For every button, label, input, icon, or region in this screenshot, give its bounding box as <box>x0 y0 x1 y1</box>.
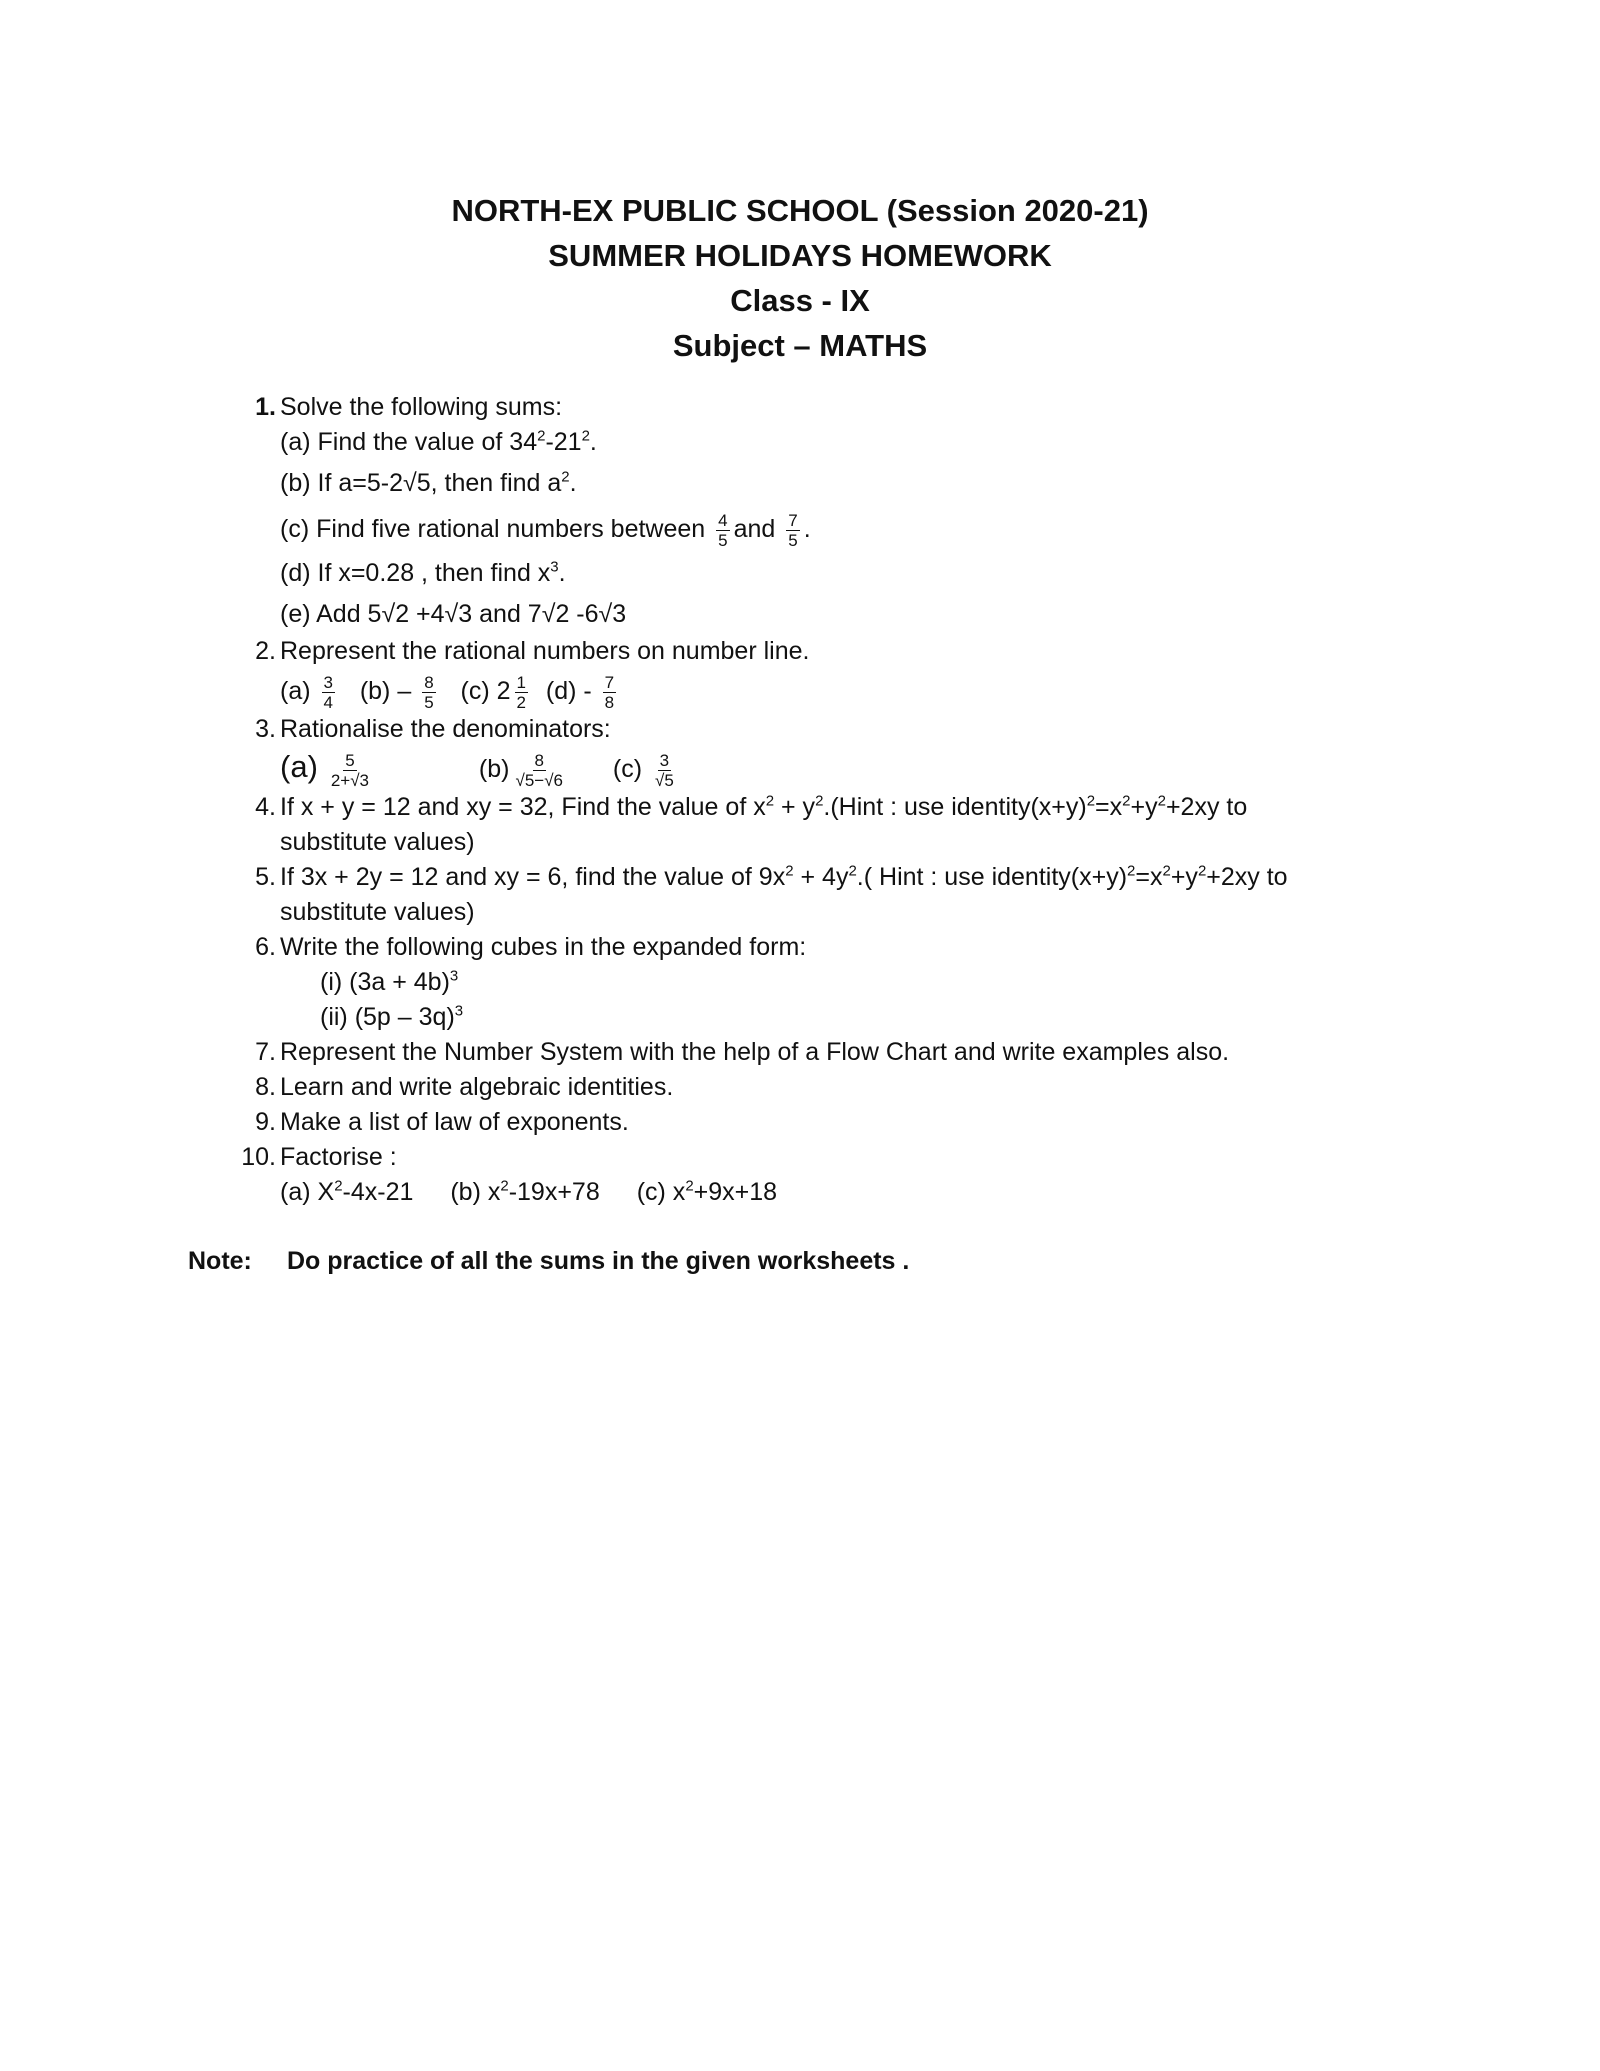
subject-label: Subject – MATHS <box>672 328 928 363</box>
question-text: +y <box>1130 792 1158 821</box>
question-number: 4. <box>255 792 276 821</box>
fraction: $\frac{5}{2+√3}$ <box>330 750 370 790</box>
question-text: .( Hint : use identity(x+y) <box>856 862 1128 891</box>
question-text: +2xy to <box>1206 862 1288 891</box>
question-text: Learn and write algebraic identities. <box>280 1072 674 1101</box>
document-header <box>0 188 1600 368</box>
exponent: 2 <box>1086 792 1096 810</box>
q6-part-i <box>190 965 1520 1000</box>
question-text: Rationalise the denominators: <box>280 715 611 743</box>
part-text: (c) Find five rational numbers between <box>280 515 706 544</box>
exponent: 2 <box>1162 862 1171 880</box>
question-number: 7. <box>255 1037 276 1066</box>
question-text: =x <box>1135 862 1163 891</box>
part-text: -4x-21 <box>342 1177 414 1206</box>
exponent: 2 <box>537 427 546 445</box>
question-7 <box>190 1035 1520 1070</box>
part-text: (a) Find the value of 34 <box>280 428 538 456</box>
exponent: 2 <box>848 862 857 880</box>
exponent: 3 <box>550 558 559 576</box>
question-4 <box>190 790 1520 860</box>
part-text: -21 <box>545 428 582 456</box>
q1-part-e <box>190 597 1520 632</box>
question-text: Factorise : <box>280 1142 397 1171</box>
part-label: (b) <box>478 755 510 783</box>
question-text: If x + y = 12 and xy = 32, Find the value of x <box>280 792 766 821</box>
radical: √ 2 <box>381 600 409 628</box>
exponent: 2 <box>334 1177 343 1195</box>
question-text: Represent the Number System with the help of a Flow Chart and write examples also. <box>280 1037 1230 1066</box>
part-text: (i) (3a + 4b) <box>320 967 450 996</box>
fraction: $\frac{7}{5}$ <box>788 511 798 550</box>
exponent: 3 <box>449 967 459 985</box>
homework-title: SUMMER HOLIDAYS HOMEWORK <box>548 238 1052 273</box>
question-2 <box>190 634 1520 669</box>
exponent: 2 <box>581 427 590 445</box>
fraction: $\frac{7}{8}$ <box>604 673 615 712</box>
question-8 <box>190 1070 1520 1105</box>
part-text: (ii) (5p – 3q) <box>320 1002 455 1031</box>
question-5 <box>190 860 1520 930</box>
fraction: $\frac{3}{√5}$ <box>655 750 674 790</box>
part-text: (d) If x=0.28 , then find x <box>280 559 551 587</box>
q1-part-c: (c) Find five rational numbers between $\frac{4}{5}$ and $\frac{7}{5}$ . <box>280 511 811 550</box>
q3-parts <box>190 749 1520 790</box>
question-text: + 4y <box>793 862 849 891</box>
exponent: 2 <box>765 792 775 810</box>
radical: √ 2 <box>542 600 570 628</box>
part-label: (d) - <box>545 677 592 706</box>
q1-part-a: (a) Find the value of $34^2-21^2$. <box>280 427 597 456</box>
question-text: If 3x + 2y = 12 and xy = 6, find the value of 9x <box>280 862 786 891</box>
exponent: 3 <box>454 1002 464 1020</box>
question-10 <box>190 1140 1520 1175</box>
question-number: 9. <box>255 1107 276 1136</box>
part-text: and <box>733 515 776 544</box>
question-text: substitute values) <box>280 827 475 856</box>
part-text: and 7 <box>472 600 542 628</box>
question-text: + y <box>774 792 816 821</box>
radical: √ 3 <box>599 600 627 628</box>
part-label: (c) <box>612 755 643 783</box>
exponent: 2 <box>815 792 824 810</box>
class-label: Class - IX <box>730 283 870 318</box>
part-text: (c) x <box>636 1177 686 1206</box>
question-text: +y <box>1170 862 1198 891</box>
exponent: 2 <box>685 1177 694 1195</box>
question-text: .(Hint : use identity(x+y) <box>823 792 1087 821</box>
part-label: (c) 2 <box>460 677 511 706</box>
question-number: 3. <box>255 715 276 743</box>
q1-part-d: (d) If x=0.28 , then find $x^3$. <box>280 558 566 587</box>
q2-parts <box>190 673 1520 712</box>
part-label: (a) <box>280 749 318 784</box>
exponent: 2 <box>785 862 794 880</box>
fraction: $\frac{1}{2}$ <box>516 673 526 712</box>
radical: √ 5 <box>403 469 431 497</box>
exponent: 2 <box>561 468 570 486</box>
fraction: $\frac{8}{5}$ <box>424 673 434 712</box>
question-number: 10. <box>241 1142 276 1171</box>
question-9 <box>190 1105 1520 1140</box>
question-1 <box>190 390 1520 425</box>
part-text: (a) X <box>280 1177 335 1206</box>
fraction: $\frac{3}{4}$ <box>323 673 333 712</box>
question-text: +2xy to <box>1165 792 1248 821</box>
part-text: (b) x <box>450 1177 501 1206</box>
part-label: (b) – <box>359 677 412 706</box>
part-text: , then find a <box>430 469 562 497</box>
question-number: 1. <box>255 393 276 421</box>
exponent: 2 <box>1157 792 1166 810</box>
part-text: -19x+78 <box>508 1177 600 1206</box>
note-text: Do practice of all the sums in the given worksheets . <box>286 1247 910 1275</box>
school-name: NORTH-EX PUBLIC SCHOOL (Session 2020-21) <box>451 193 1149 228</box>
question-number: 8. <box>255 1072 276 1101</box>
part-text: +9x+18 <box>693 1177 778 1206</box>
question-text: Make a list of law of exponents. <box>280 1107 629 1136</box>
fraction: $\frac{8}{√5-√6}$ <box>515 750 563 790</box>
q10-parts <box>190 1175 1520 1210</box>
exponent: 2 <box>1127 862 1136 880</box>
note-label: Note: <box>188 1247 252 1275</box>
q1-part-b: (b) If a=5-2√ 5, then find $a^2$. <box>190 466 1520 501</box>
part-text: (b) If a=5-2 <box>280 469 403 497</box>
part-text: (e) Add 5 <box>280 600 382 628</box>
question-text: Represent the rational numbers on number line. <box>280 637 810 665</box>
question-6 <box>190 930 1520 965</box>
question-text: =x <box>1095 792 1123 821</box>
fraction: $\frac{4}{5}$ <box>718 511 728 550</box>
question-text: Solve the following sums: <box>280 393 563 421</box>
question-number: 2. <box>255 637 276 665</box>
q6-part-ii <box>190 1000 1520 1035</box>
exponent: 2 <box>1197 862 1207 880</box>
question-number: 6. <box>255 932 276 961</box>
exponent: 2 <box>500 1177 509 1195</box>
question-number: 5. <box>255 862 276 891</box>
question-text: substitute values) <box>280 897 475 926</box>
question-3 <box>190 712 1520 747</box>
part-label: (a) <box>280 677 311 706</box>
note <box>188 1244 909 1279</box>
question-list <box>190 390 1520 1210</box>
part-text: +4 <box>409 600 445 628</box>
exponent: 2 <box>1122 792 1131 810</box>
part-text: -6 <box>569 600 599 628</box>
question-text: Write the following cubes in the expanded form: <box>280 932 807 961</box>
radical: √ 3 <box>445 600 473 628</box>
